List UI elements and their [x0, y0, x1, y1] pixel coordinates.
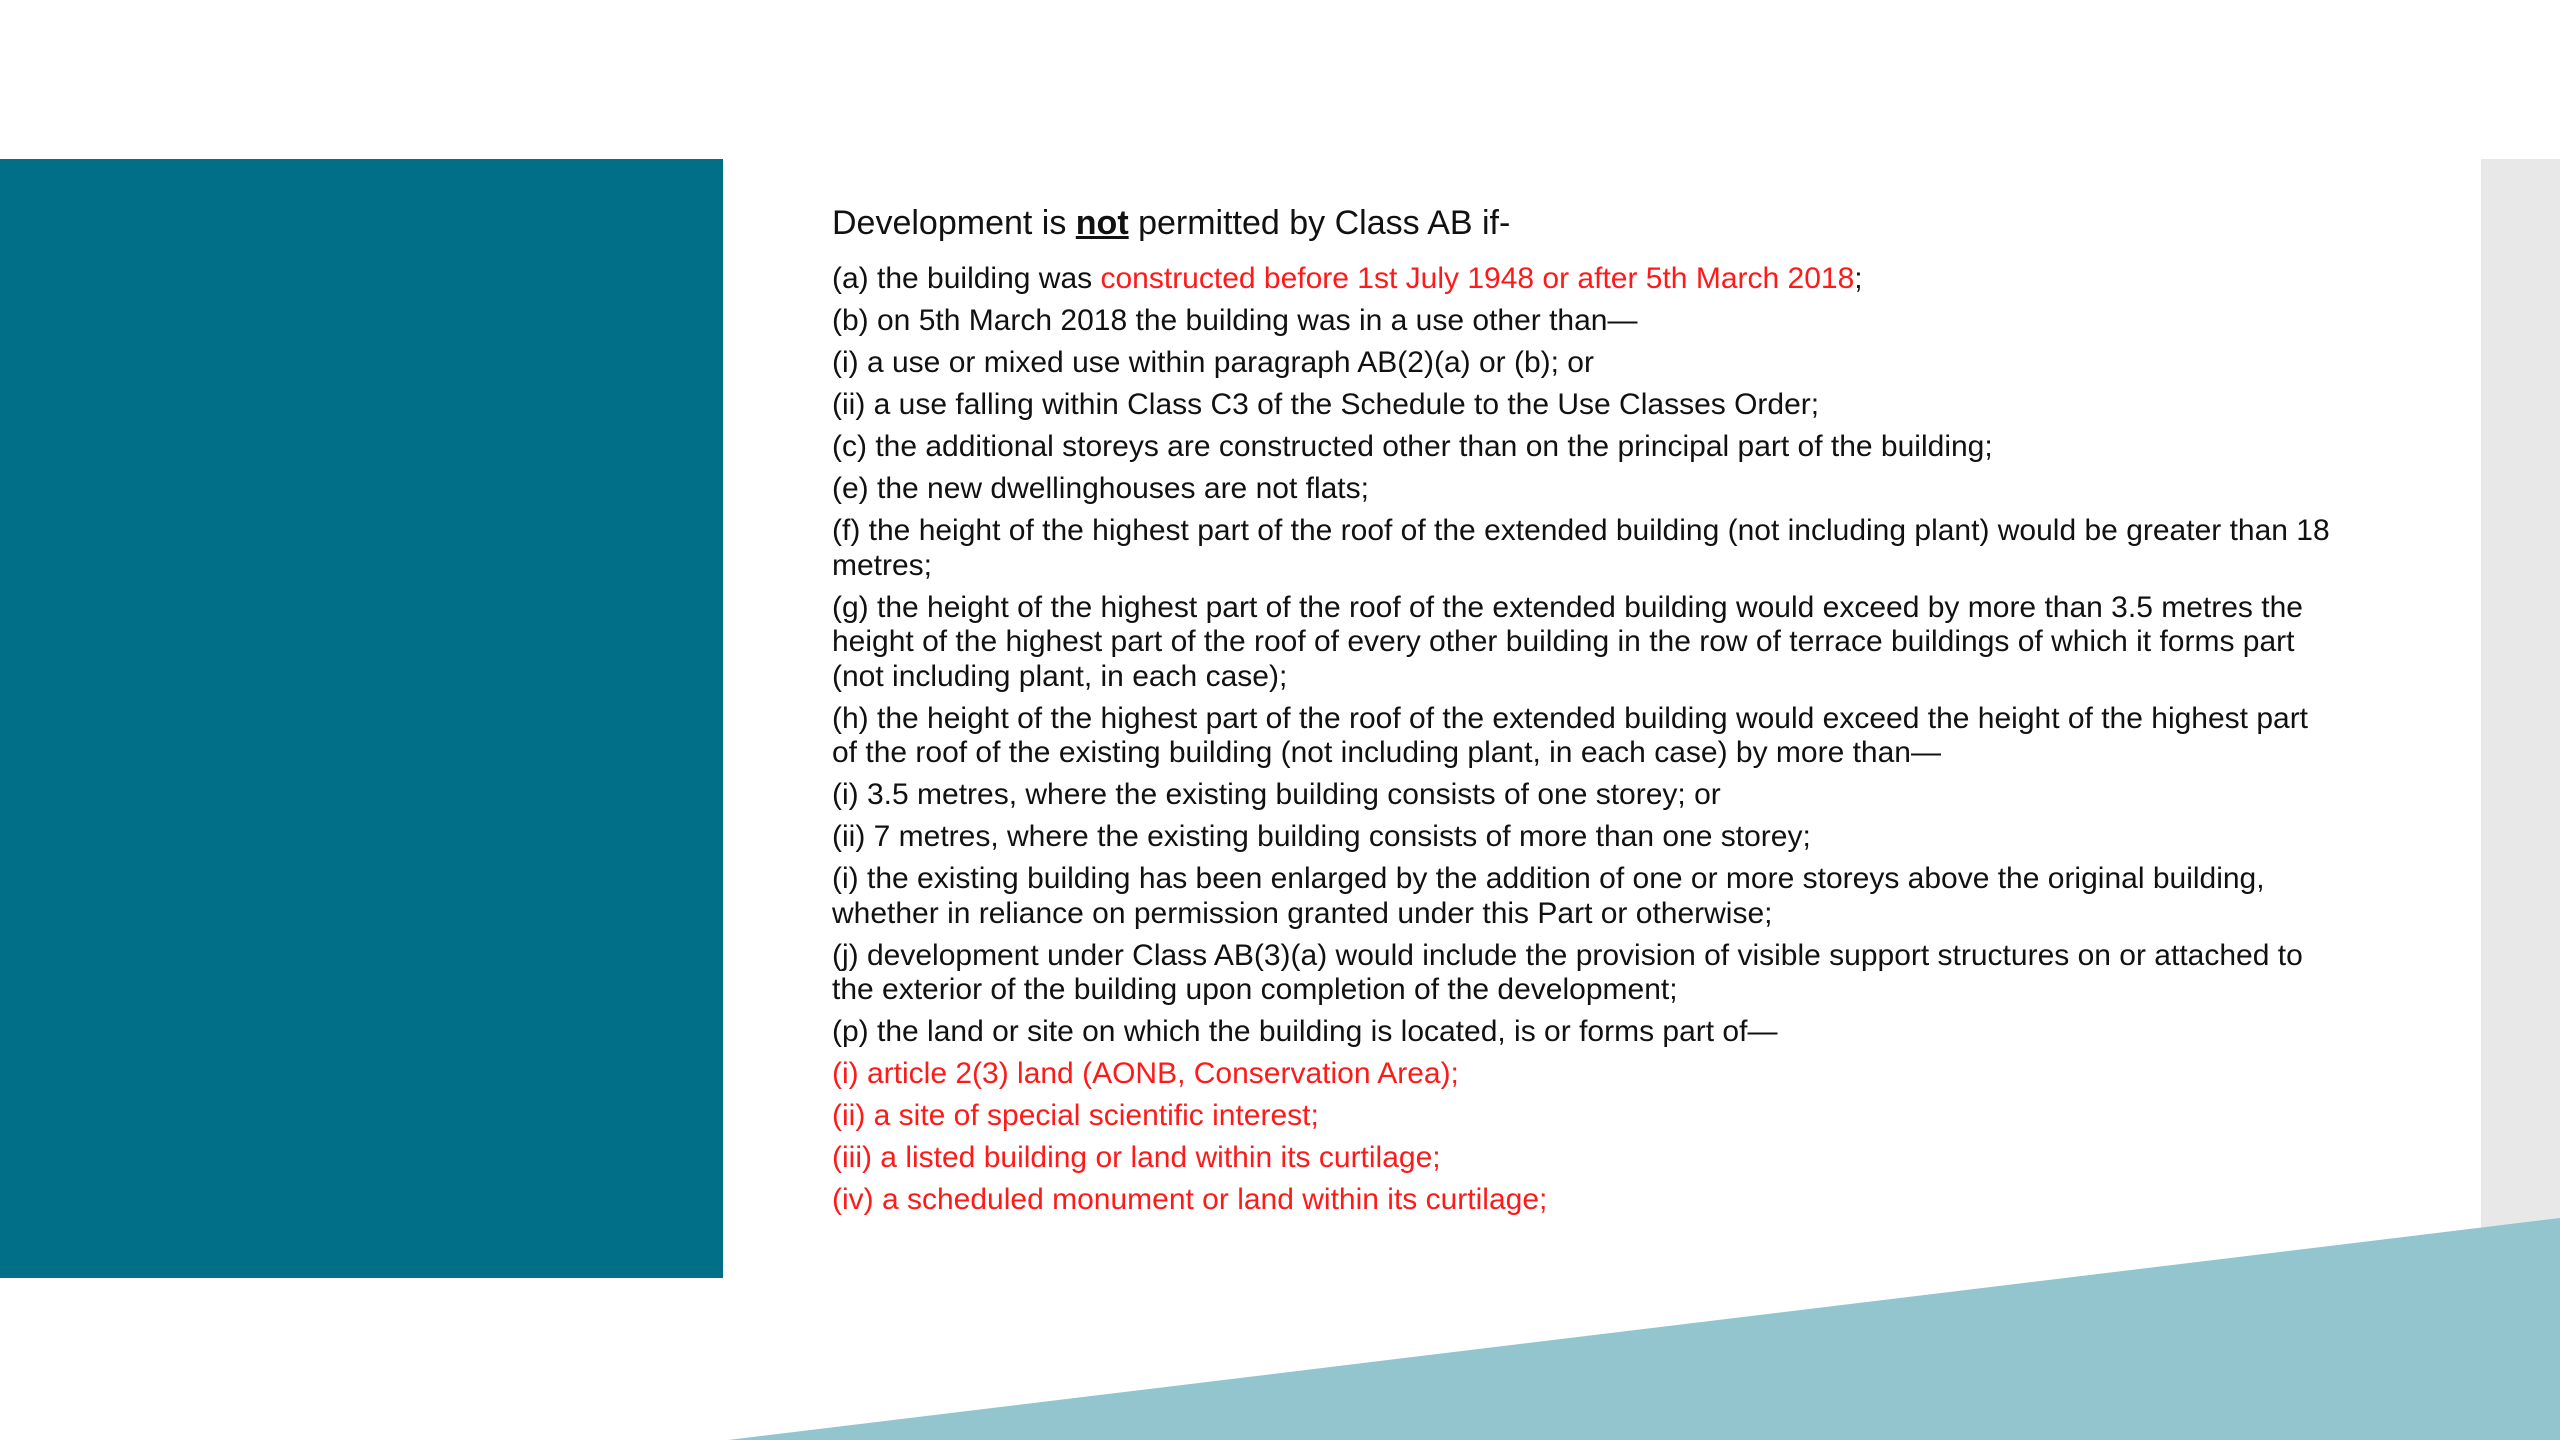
clause-p-i: (i) article 2(3) land (AONB, Conservation Area); — [832, 1057, 1459, 1090]
clause-a-highlight: constructed before 1st July 1948 or after 5th March 2018 — [1100, 262, 1855, 295]
clause-a: (a) the building was constructed before 1st July 1948 or after 5th March 2018; — [832, 262, 1863, 295]
clause-b-i: (i) a use or mixed use within paragraph AB(2)(a) or (b); or — [832, 346, 1594, 379]
clause-h: (h) the height of the highest part of the roof of the extended building would exceed the height of the highest part of the roof of the existing building (not including plant, in each case) by more than— — [832, 701, 2309, 769]
clause-f: (f) the height of the highest part of the roof of the extended building (not including plant) would be greater than 18 metres; — [832, 514, 2330, 582]
clause-p: (p) the land or site on which the building is located, is or forms part of— — [832, 1015, 1778, 1048]
clause-b: (b) on 5th March 2018 the building was in a use other than— — [832, 304, 1638, 337]
clause-b-ii: (ii) a use falling within Class C3 of the Schedule to the Use Classes Order; — [832, 388, 1820, 421]
clause-e: (e) the new dwellinghouses are not flats; — [832, 472, 1369, 505]
clause-c: (c) the additional storeys are constructed other than on the principal part of the building; — [832, 430, 1993, 463]
clause-p-iii: (iii) a listed building or land within its curtilage; — [832, 1141, 1441, 1174]
clause-i: (i) the existing building has been enlarged by the addition of one or more storeys above the original building, whether in reliance on permission granted under this Part or otherwise; — [832, 862, 2265, 930]
heading-text-after: permitted by Class AB if- — [1128, 204, 1511, 242]
clause-h-ii: (ii) 7 metres, where the existing building consists of more than one storey; — [832, 820, 1811, 853]
slide-heading — [832, 200, 2332, 246]
heading-text-before: Development is — [832, 204, 1076, 242]
clause-h-i: (i) 3.5 metres, where the existing building consists of one storey; or — [832, 778, 1721, 811]
clause-g: (g) the height of the highest part of the roof of the extended building would exceed by more than 3.5 metres the height of the highest part of the roof of every other building in the row of terrace buildings of which it forms part (not including plant, in each case); — [832, 590, 2303, 693]
slide-content — [832, 200, 2332, 1225]
clause-p-ii: (ii) a site of special scientific interest; — [832, 1099, 1319, 1132]
clause-j: (j) development under Class AB(3)(a) would include the provision of visible support structures on or attached to the exterior of the building upon completion of the development; — [832, 938, 2303, 1006]
heading-emphasis-not: not — [1075, 204, 1129, 242]
clause-p-iv: (iv) a scheduled monument or land within its curtilage; — [832, 1183, 1548, 1216]
